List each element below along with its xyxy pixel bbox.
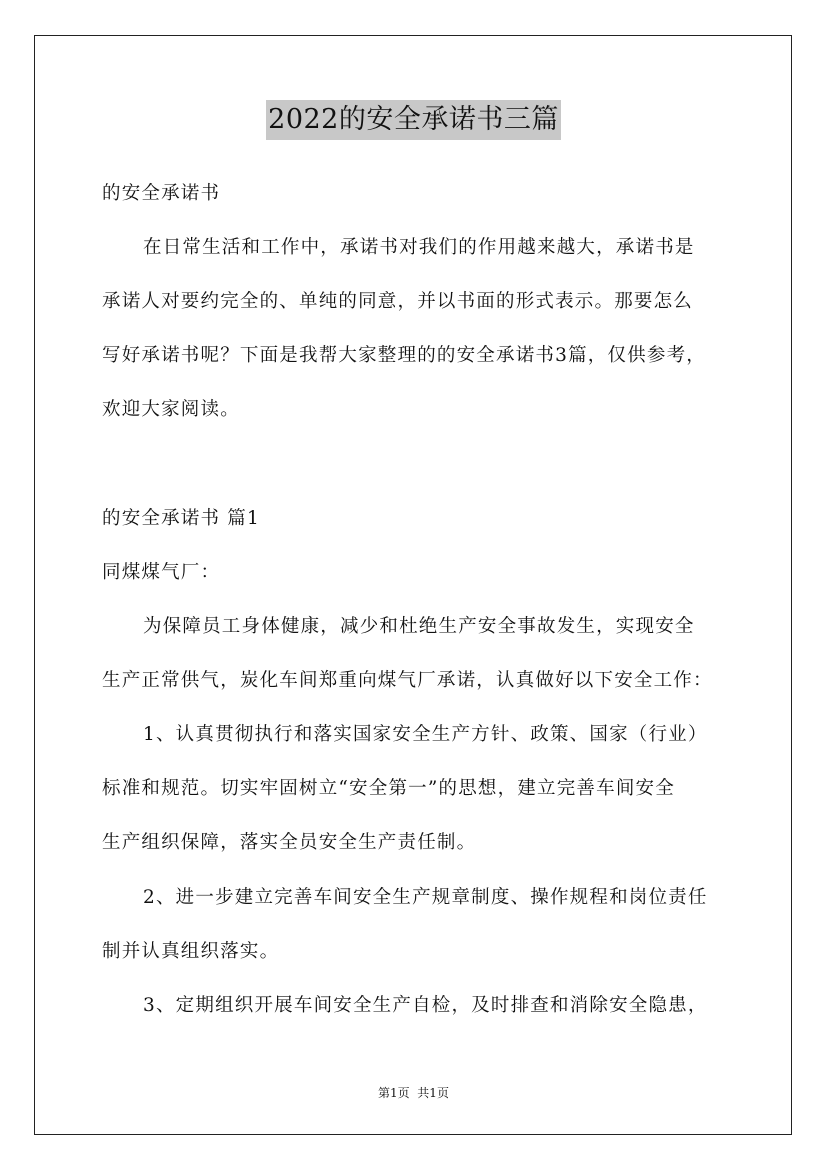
paragraph-line: 1、认真贯彻执行和落实国家安全生产方针、政策、国家（行业） xyxy=(143,724,708,745)
page-footer: 第1页 共1页 xyxy=(378,1086,449,1100)
paragraph-line: 生产正常供气，炭化车间郑重向煤气厂承诺，认真做好以下安全工作： xyxy=(102,670,713,691)
paragraph-line: 制并认真组织落实。 xyxy=(102,941,280,962)
salutation-line: 同煤煤气厂： xyxy=(102,562,221,583)
heading-line: 的安全承诺书 xyxy=(102,183,221,204)
paragraph-line: 欢迎大家阅读。 xyxy=(102,399,240,420)
title-container xyxy=(0,100,827,140)
paragraph-line: 生产组织保障，落实全员安全生产责任制。 xyxy=(102,832,477,853)
paragraph-line: 写好承诺书呢？下面是我帮大家整理的的安全承诺书3篇，仅供参考， xyxy=(102,345,706,366)
paragraph-line: 为保障员工身体健康，减少和杜绝生产安全事故发生，实现安全 xyxy=(143,616,695,637)
document-title: 2022的安全承诺书三篇 xyxy=(266,100,561,140)
paragraph-line: 标准和规范。切实牢固树立“安全第一”的思想，建立完善车间安全 xyxy=(102,778,675,799)
paragraph-line: 承诺人对要约完全的、单纯的同意，并以书面的形式表示。那要怎么 xyxy=(102,291,694,312)
paragraph-line: 在日常生活和工作中，承诺书对我们的作用越来越大，承诺书是 xyxy=(143,237,695,258)
paragraph-line: 3、定期组织开展车间安全生产自检，及时排查和消除安全隐患， xyxy=(143,995,708,1016)
section-heading: 的安全承诺书 篇1 xyxy=(102,508,260,529)
paragraph-line: 2、进一步建立完善车间安全生产规章制度、操作规程和岗位责任 xyxy=(143,887,708,908)
